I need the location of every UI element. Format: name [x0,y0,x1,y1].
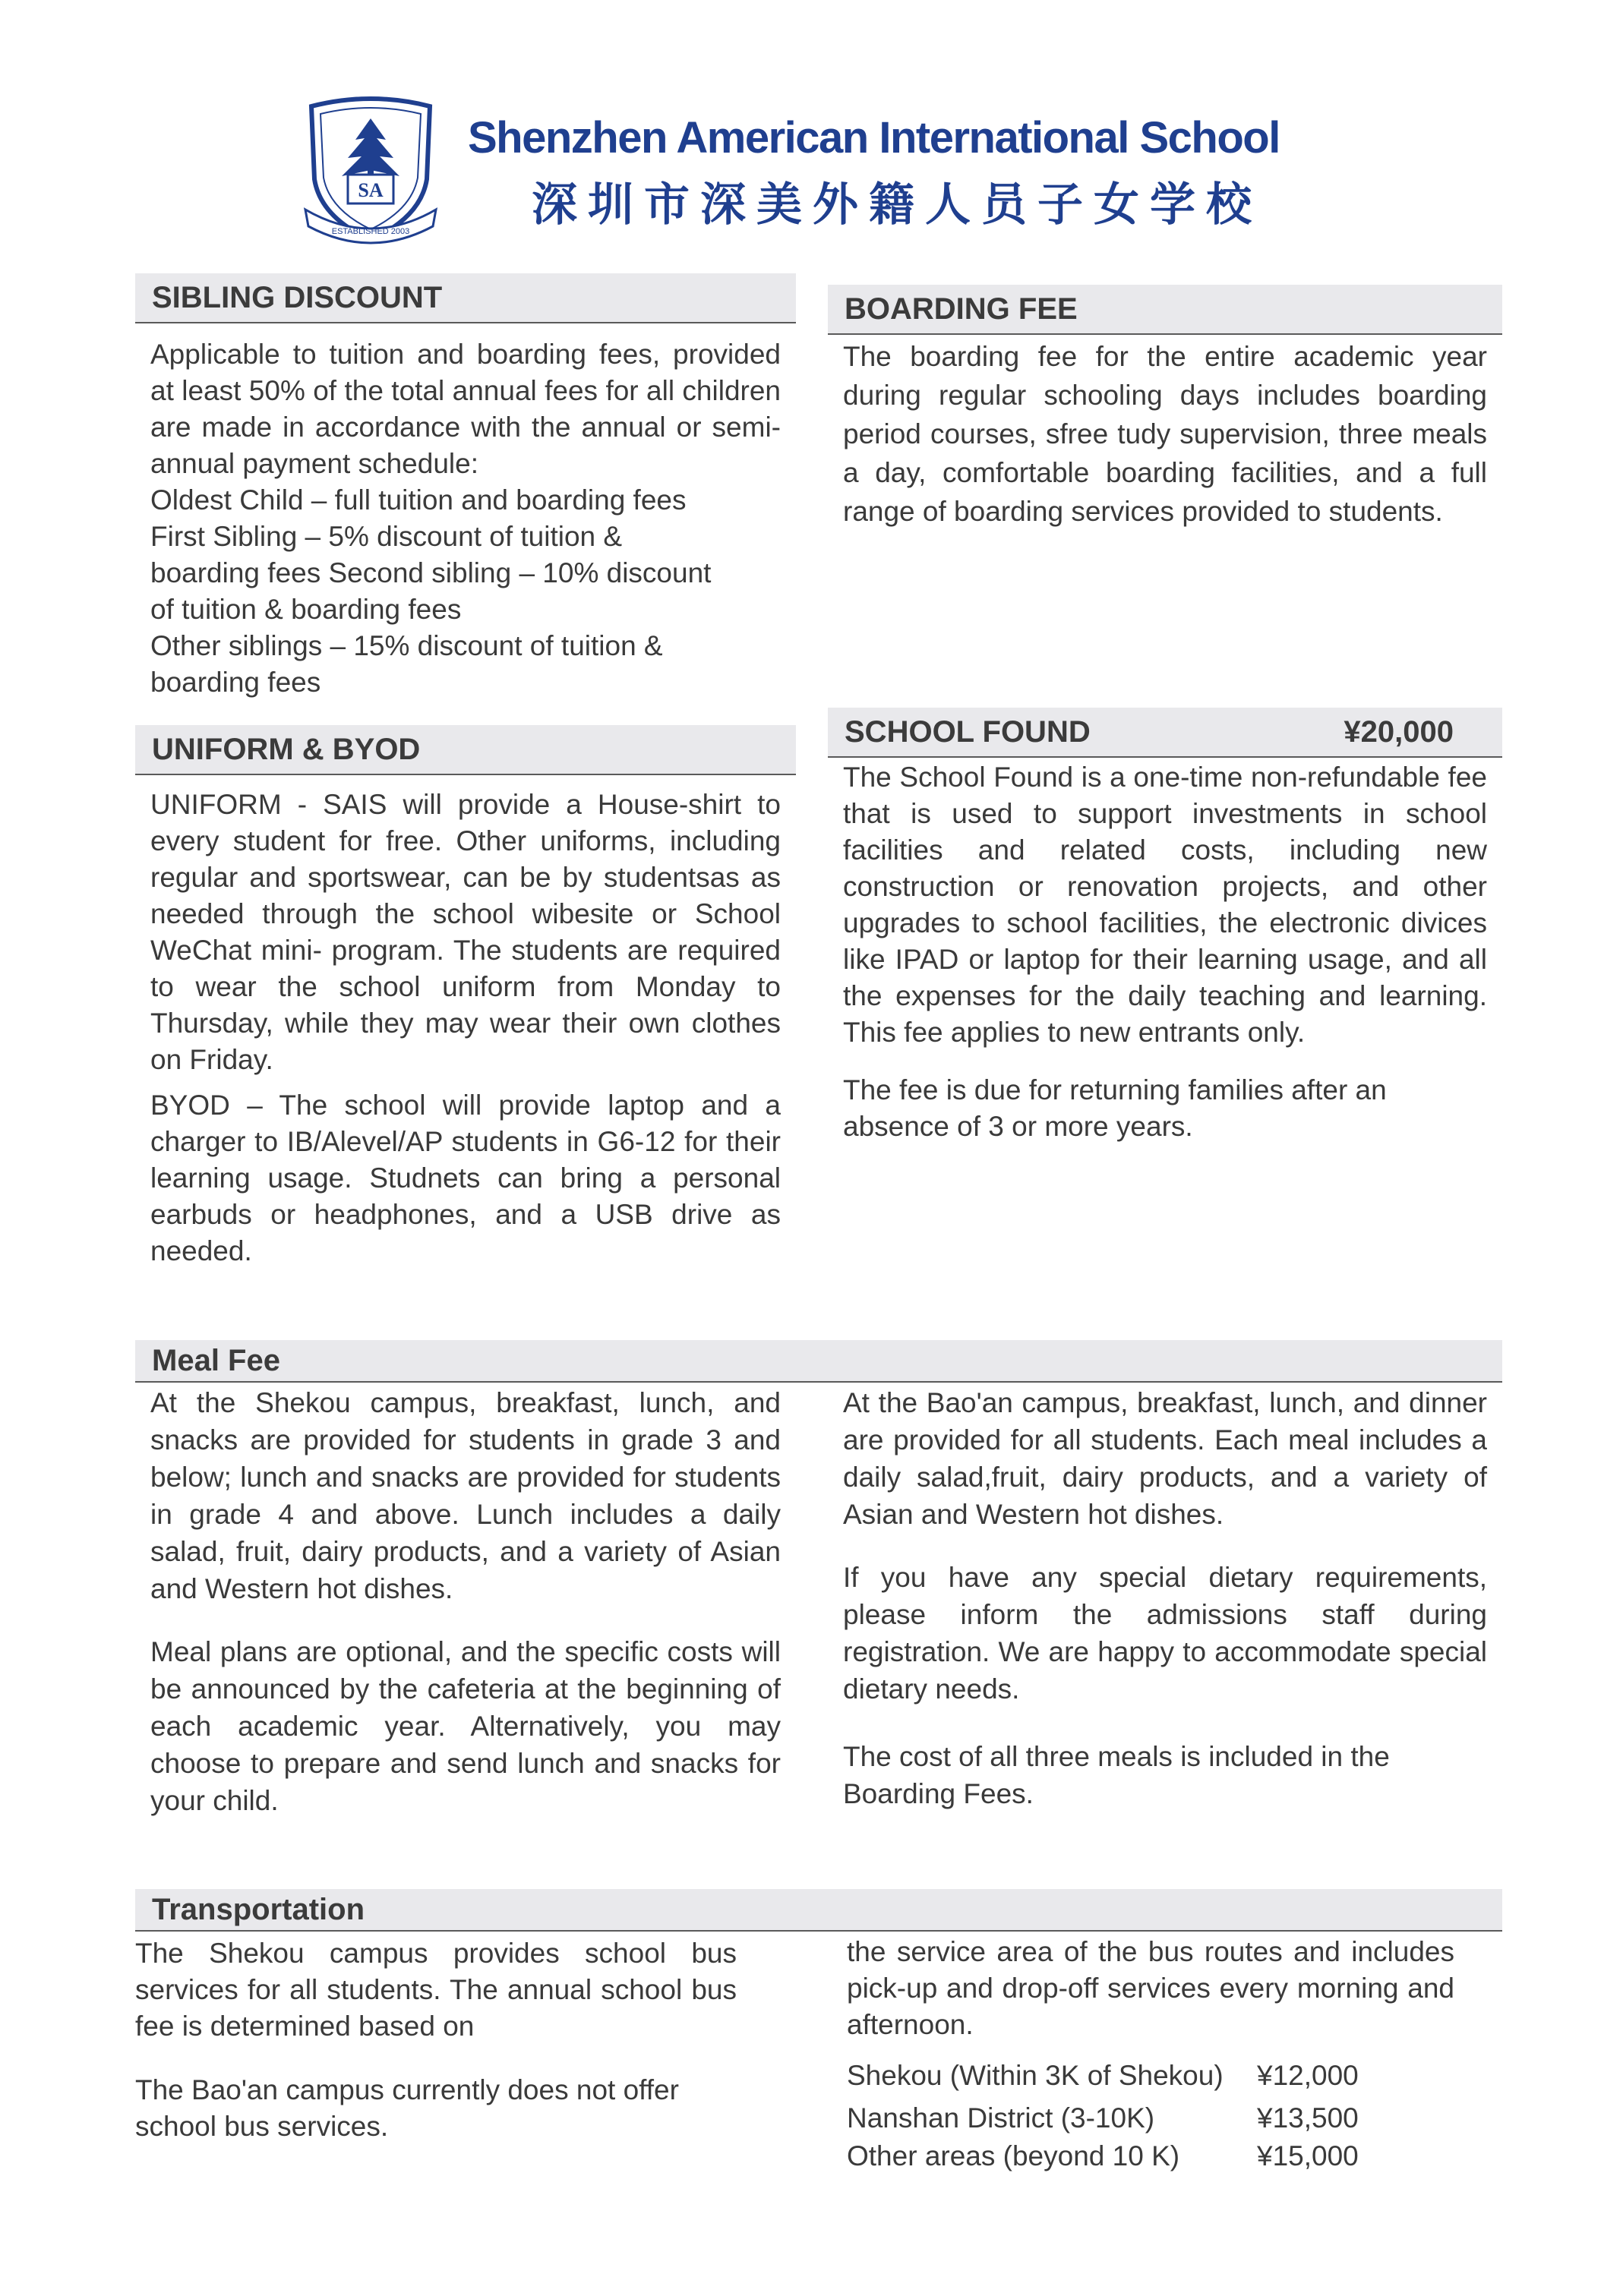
school-found-paragraph: The School Found is a one-time non-refundable fee that is used to support investments in school facilities and related costs, including new construction or renovation projects, and other upgrades to school facilities, the electronic divices like IPAD or laptop for their learning usage, and all the expenses for the daily teaching and learning. This fee applies to new entrants only. [843,762,1487,1048]
meal-dietary-paragraph: If you have any special dietary requirements, please inform the admissions staff during registration. We are happy to accommodate special dietary needs. [843,1562,1487,1705]
bus-fee-list [847,2057,1454,2175]
bus-fee-amount: ¥13,500 [1257,2102,1359,2134]
school-name-zh: 深圳市深美外籍人员子女学校 [532,178,1262,232]
byod-paragraph: BYOD – The school will provide laptop and a charger to IB/Alevel/AP students in G6-12 for their learning usage. Studnets can bring a personal earbuds or headphones, and a USB drive as needed. [150,1090,781,1266]
meal-plans-paragraph: Meal plans are optional, and the specific costs will be announced by the cafeteria at the beginning of each academic year. Alternatively, you may choose to prepare and send lunch and snacks for your child. [150,1636,781,1816]
bus-fee-amount: ¥15,000 [1257,2140,1359,2171]
bus-fee-area: Shekou (Within 3K of Shekou) [847,2060,1224,2091]
boarding-title: BOARDING FEE [845,292,1078,326]
crest-letters: SA [358,179,384,201]
uniform-body [150,787,781,1269]
meal-left-body [150,1384,781,1819]
meal-shekou-paragraph: At the Shekou campus, breakfast, lunch, and snacks are provided for students in grade 3 and below; lunch and snacks are provided for students in grade 4 and above. Lunch includes a daily salad, fruit, dairy products, and a variety of Asian and Western hot dishes. [150,1387,781,1604]
sibling-line-other-cont: boarding fees [150,667,321,698]
section-header-boarding [828,285,1502,335]
section-header-uniform [135,725,796,775]
sibling-paragraph: Applicable to tuition and boarding fees, provided at least 50% of the total annual fees for all children are made in accordance with the annual or semi-annual payment schedule: [150,339,781,479]
sibling-line-first: First Sibling – 5% discount of tuition & [150,521,623,552]
uniform-paragraph: UNIFORM - SAIS will provide a House-shirt to every student for free. Other uniforms, including regular and sportswear, can be by studentsas as needed through the school wibesite or School WeChat mini- program. The students are required to wear the school uniform from Monday to Thursday, while they may wear their own clothes on Friday. [150,789,781,1075]
bus-fee-row [847,2099,1454,2137]
bus-fee-row [847,2137,1454,2175]
sibling-title: SIBLING DISCOUNT [152,281,443,314]
school-found-amount: ¥20,000 [1344,715,1454,749]
school-crest-logo [298,96,444,246]
uniform-title: UNIFORM & BYOD [152,733,421,766]
school-found-title: SCHOOL FOUND [845,715,1091,749]
section-header-meal [135,1340,1502,1383]
transport-left-body [135,1935,737,2145]
section-header-sibling [135,273,796,323]
sibling-line-other: Other siblings – 15% discount of tuition & [150,630,663,661]
transport-baoan-paragraph: The Bao'an campus currently does not offer school bus services. [135,2074,679,2142]
boarding-paragraph: The boarding fee for the entire academic year during regular schooling days includes boarding period courses, sfree tudy supervision, three meals a day, comfortable boarding facilities, and a full range of boarding services provided to students. [843,341,1487,527]
bus-fee-amount: ¥12,000 [1257,2060,1359,2091]
transport-title: Transportation [152,1893,365,1926]
sibling-line-second: boarding fees Second sibling – 10% discount [150,557,712,588]
crest-established: ESTABLISHED 2003 [331,227,410,236]
transport-shekou-paragraph: The Shekou campus provides school bus services for all students. The annual school bus fee is determined based on [135,1938,737,2042]
meal-right-body [843,1384,1487,1812]
transport-right-body [847,1934,1454,2175]
meal-baoan-paragraph: At the Bao'an campus, breakfast, lunch, and dinner are provided for all students. Each meal includes a daily salad,fruit, dairy products, and a variety of Asian and Western hot dishes. [843,1387,1487,1530]
section-header-transport [135,1889,1502,1932]
bus-fee-area: Nanshan District (3-10K) [847,2102,1155,2134]
meal-boarding-note: The cost of all three meals is included in the Boarding Fees. [843,1741,1390,1809]
bus-fee-area: Other areas (beyond 10 K) [847,2140,1180,2171]
sibling-line-oldest: Oldest Child – full tuition and boarding fees [150,484,687,516]
section-header-school-found [828,708,1502,758]
sibling-line-second-cont: of tuition & boarding fees [150,594,462,625]
transport-service-paragraph: the service area of the bus routes and includes pick-up and drop-off services every morning and afternoon. [847,1936,1454,2040]
school-name-en: Shenzhen American International School [468,113,1280,162]
sibling-body [150,336,781,701]
school-found-body [843,759,1487,1145]
bus-fee-row [847,2057,1454,2095]
meal-title: Meal Fee [152,1344,280,1377]
school-found-returning: The fee is due for returning families after an absence of 3 or more years. [843,1074,1387,1142]
